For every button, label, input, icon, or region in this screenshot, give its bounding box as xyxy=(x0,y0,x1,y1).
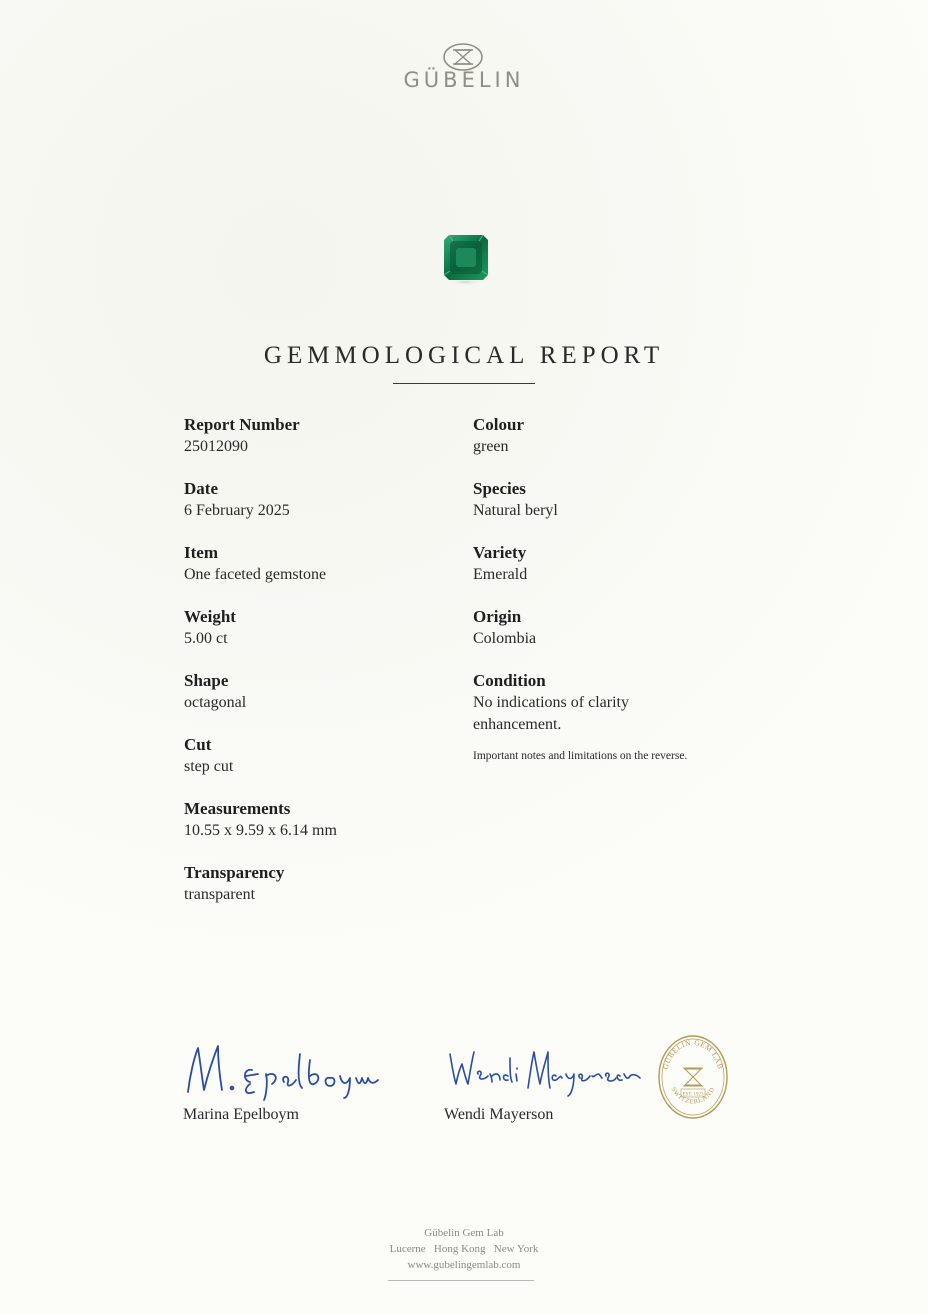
footer-website[interactable]: www.gubelingemlab.com xyxy=(407,1259,521,1271)
field-label: Date xyxy=(184,479,218,498)
field-label: Variety xyxy=(473,543,527,562)
footer-divider xyxy=(388,1280,534,1281)
field-label: Origin xyxy=(473,607,522,626)
field-label: Measurements xyxy=(184,799,291,818)
field-value-line1: No indications of clarity xyxy=(473,694,629,711)
field-species xyxy=(473,478,733,522)
field-weight xyxy=(184,606,444,650)
gubelin-gem-lab-seal-icon xyxy=(657,1034,729,1120)
signatory-name-1: Marina Epelboym xyxy=(183,1106,299,1123)
field-date xyxy=(184,478,444,522)
field-value: Colombia xyxy=(473,630,537,647)
field-condition xyxy=(473,670,733,736)
seal-bottom-text: SWITZERLAND xyxy=(669,1085,717,1106)
field-origin xyxy=(473,606,733,650)
seal-est-text: EST. 1923 xyxy=(682,1092,704,1098)
field-label: Colour xyxy=(473,415,524,434)
field-variety xyxy=(473,542,733,586)
field-label: Weight xyxy=(184,607,236,626)
footer-lab-name: Gübelin Gem Lab xyxy=(424,1227,504,1239)
seal-top-text: GÜBELIN GEM LAB xyxy=(660,1037,726,1071)
field-value: 25012090 xyxy=(184,438,248,455)
field-label: Condition xyxy=(473,671,546,690)
field-value: One faceted gemstone xyxy=(184,566,327,583)
report-title: GEMMOLOGICAL REPORT xyxy=(263,342,665,369)
field-label: Cut xyxy=(184,735,212,754)
field-value-line2: enhancement. xyxy=(473,716,562,733)
field-report-number xyxy=(184,414,444,458)
svg-text:GÜBELIN GEM LAB xyxy=(661,1038,725,1070)
field-transparency xyxy=(184,862,444,906)
field-colour xyxy=(473,414,733,458)
signatory-name-2: Wendi Mayerson xyxy=(444,1106,554,1123)
field-value: step cut xyxy=(184,758,234,775)
field-shape xyxy=(184,670,444,714)
field-value: 10.55 x 9.59 x 6.14 mm xyxy=(184,822,337,839)
field-label: Report Number xyxy=(184,415,300,434)
field-value: Emerald xyxy=(473,566,528,583)
field-label: Shape xyxy=(184,671,229,690)
field-value: 6 February 2025 xyxy=(184,502,290,519)
footer-cities: Lucerne Hong Kong New York xyxy=(389,1243,539,1255)
field-label: Species xyxy=(473,479,526,498)
field-label: Item xyxy=(184,543,218,562)
field-measurements xyxy=(184,798,444,842)
field-label: Transparency xyxy=(184,863,285,882)
title-divider xyxy=(393,383,535,384)
field-value: 5.00 ct xyxy=(184,630,228,647)
field-value: octagonal xyxy=(184,694,247,711)
field-cut xyxy=(184,734,444,778)
field-item xyxy=(184,542,444,586)
signature-wendi-mayerson xyxy=(444,1044,644,1098)
field-value: Natural beryl xyxy=(473,502,558,519)
brand-name: GÜBELIN xyxy=(403,68,525,92)
emerald-gem-image xyxy=(443,233,489,287)
signature-marina-epelboym xyxy=(180,1040,395,1102)
field-value: green xyxy=(473,438,509,455)
reverse-note: Important notes and limitations on the reverse. xyxy=(473,750,688,762)
field-value: transparent xyxy=(184,886,256,903)
